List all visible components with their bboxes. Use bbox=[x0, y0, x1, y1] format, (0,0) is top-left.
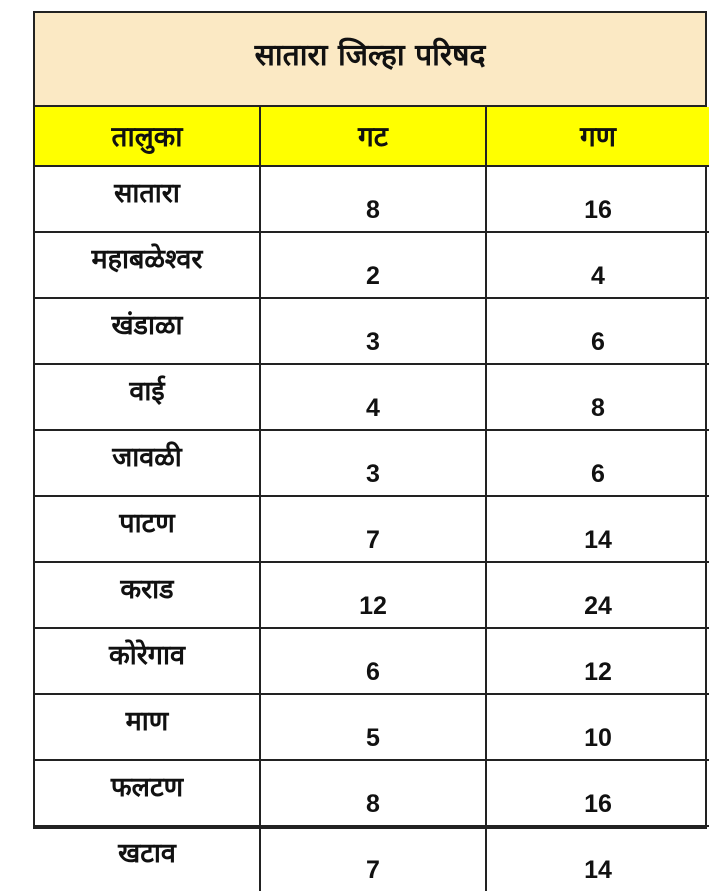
taluka-cell: पाटण bbox=[35, 496, 260, 562]
gat-cell: 5 bbox=[260, 694, 486, 760]
taluka-cell: वाई bbox=[35, 364, 260, 430]
title-row bbox=[35, 13, 705, 107]
zilla-parishad-table-sheet bbox=[33, 11, 707, 884]
taluka-cell: सातारा bbox=[35, 166, 260, 232]
gat-cell: 3 bbox=[260, 430, 486, 496]
header-row bbox=[35, 107, 709, 166]
gat-cell: 2 bbox=[260, 232, 486, 298]
gat-cell: 4 bbox=[260, 364, 486, 430]
gat-cell: 6 bbox=[260, 628, 486, 694]
gan-cell: 24 bbox=[486, 562, 709, 628]
taluka-table bbox=[35, 107, 709, 891]
table-title: सातारा जिल्हा परिषद bbox=[254, 37, 486, 73]
table-row bbox=[35, 298, 709, 364]
gan-cell: 14 bbox=[486, 496, 709, 562]
header-gat: गट bbox=[260, 107, 486, 166]
table-row bbox=[35, 496, 709, 562]
gan-cell: 16 bbox=[486, 760, 709, 826]
gat-cell: 7 bbox=[260, 496, 486, 562]
gan-cell: 10 bbox=[486, 694, 709, 760]
gan-cell: 6 bbox=[486, 430, 709, 496]
gat-cell: 12 bbox=[260, 562, 486, 628]
gat-cell: 3 bbox=[260, 298, 486, 364]
taluka-cell: खंडाळा bbox=[35, 298, 260, 364]
table-row bbox=[35, 826, 709, 891]
gan-cell: 4 bbox=[486, 232, 709, 298]
gan-cell: 14 bbox=[486, 826, 709, 891]
taluka-cell: कोरेगाव bbox=[35, 628, 260, 694]
table-row bbox=[35, 166, 709, 232]
gat-cell: 8 bbox=[260, 166, 486, 232]
table-row bbox=[35, 364, 709, 430]
gan-cell: 12 bbox=[486, 628, 709, 694]
gan-cell: 6 bbox=[486, 298, 709, 364]
taluka-cell: फलटण bbox=[35, 760, 260, 826]
table-row bbox=[35, 628, 709, 694]
gat-cell: 8 bbox=[260, 760, 486, 826]
taluka-cell: माण bbox=[35, 694, 260, 760]
table-row bbox=[35, 430, 709, 496]
taluka-cell: जावळी bbox=[35, 430, 260, 496]
taluka-cell: महाबळेश्वर bbox=[35, 232, 260, 298]
gan-cell: 8 bbox=[486, 364, 709, 430]
gat-cell: 7 bbox=[260, 826, 486, 891]
taluka-cell: कराड bbox=[35, 562, 260, 628]
taluka-cell: खटाव bbox=[35, 826, 260, 891]
table-row bbox=[35, 232, 709, 298]
table-row bbox=[35, 760, 709, 826]
table-row bbox=[35, 562, 709, 628]
header-gan: गण bbox=[486, 107, 709, 166]
gan-cell: 16 bbox=[486, 166, 709, 232]
header-taluka: तालुका bbox=[35, 107, 260, 166]
table-row bbox=[35, 694, 709, 760]
